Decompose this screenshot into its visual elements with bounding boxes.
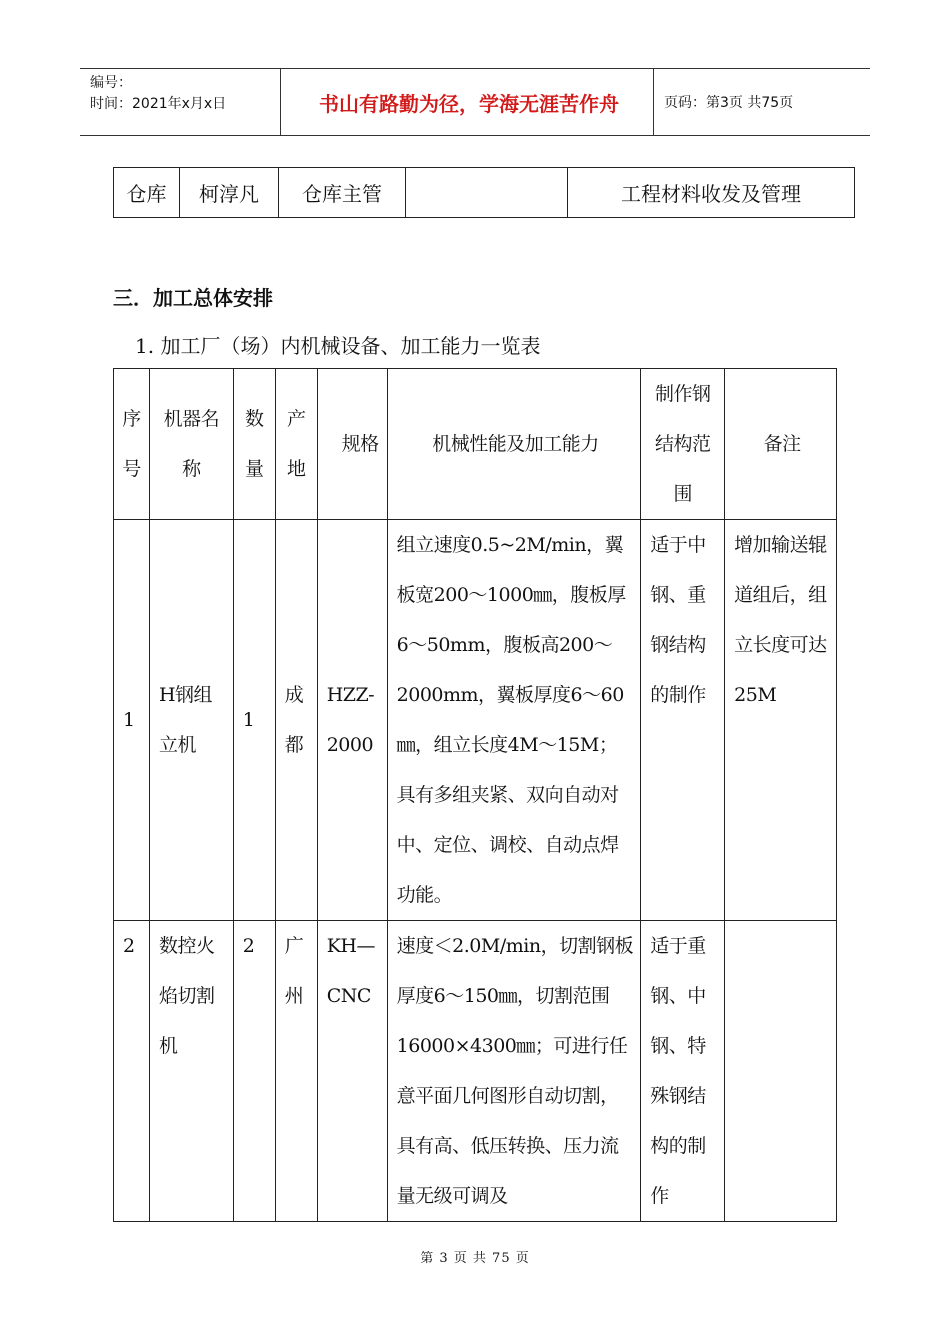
- row1-qty: 1: [233, 520, 275, 921]
- staff-dept: 仓库: [114, 168, 180, 218]
- section-title: 三．加工总体安排: [113, 286, 273, 310]
- row2-capability: 速度＜2.0M/min，切割钢板厚度6～150㎜，切割范围16000×4300㎜；可进行任意平面几何图形自动切割，具有高、低压转换、压力流量无级可调及: [387, 921, 641, 1222]
- row2-name: 数控火焰切割机: [149, 921, 233, 1222]
- staff-duty: 工程材料收发及管理: [568, 168, 855, 218]
- table-row: [114, 168, 855, 218]
- row1-name: H钢组立机: [149, 520, 233, 921]
- header-motto: 书山有路勤为径，学海无涯苦作舟: [281, 69, 654, 135]
- header-capability: 机械性能及加工能力: [387, 369, 641, 520]
- section-subtitle: 1. 加工厂（场）内机械设备、加工能力一览表: [135, 334, 541, 358]
- staff-table: [113, 167, 855, 218]
- page-footer: 第 3 页 共 75 页: [420, 1251, 530, 1266]
- row2-scope: 适于重钢、中钢、特殊钢结构的制作: [641, 921, 725, 1222]
- header-qty: 数量: [233, 369, 275, 520]
- row1-capability: 组立速度0.5~2M/min，翼板宽200～1000㎜，腹板厚6～50mm，腹板高200～2000mm，翼板厚度6～60㎜，组立长度4M～15M；具有多组夹紧、双向自动对中、定位、调校、自动点焊功能。: [387, 520, 641, 921]
- row2-origin: 广州: [275, 921, 317, 1222]
- row1-scope: 适于中钢、重钢结构的制作: [641, 520, 725, 921]
- row2-seq: 2: [114, 921, 150, 1222]
- staff-name: 柯淳凡: [180, 168, 279, 218]
- number-label: 编号：: [90, 75, 132, 91]
- header-scope: 制作钢结构范围: [641, 369, 725, 520]
- header-page-label: 页码：第3页 共75页: [664, 95, 794, 111]
- table-row: [114, 520, 837, 921]
- header-spec: 规格: [317, 369, 387, 520]
- row2-spec: KH—CNC: [317, 921, 387, 1222]
- table-row: [114, 921, 837, 1222]
- equipment-table: [113, 368, 837, 1222]
- header-name: 机器名称: [149, 369, 233, 520]
- row1-origin: 成都: [275, 520, 317, 921]
- staff-blank: [406, 168, 568, 218]
- row1-seq: 1: [114, 520, 150, 921]
- staff-role: 仓库主管: [279, 168, 406, 218]
- time-label: 时间：2021年x月x日: [90, 96, 227, 112]
- header-remark: 备注: [725, 369, 837, 520]
- row2-qty: 2: [233, 921, 275, 1222]
- header-meta: [80, 69, 281, 135]
- row1-remark: 增加输送辊道组后，组立长度可达25M: [725, 520, 837, 921]
- header-seq: 序号: [114, 369, 150, 520]
- page-header: [80, 68, 870, 136]
- header-origin: 产地: [275, 369, 317, 520]
- table-header-row: [114, 369, 837, 520]
- row1-spec: HZZ-2000: [317, 520, 387, 921]
- row2-remark: [725, 921, 837, 1222]
